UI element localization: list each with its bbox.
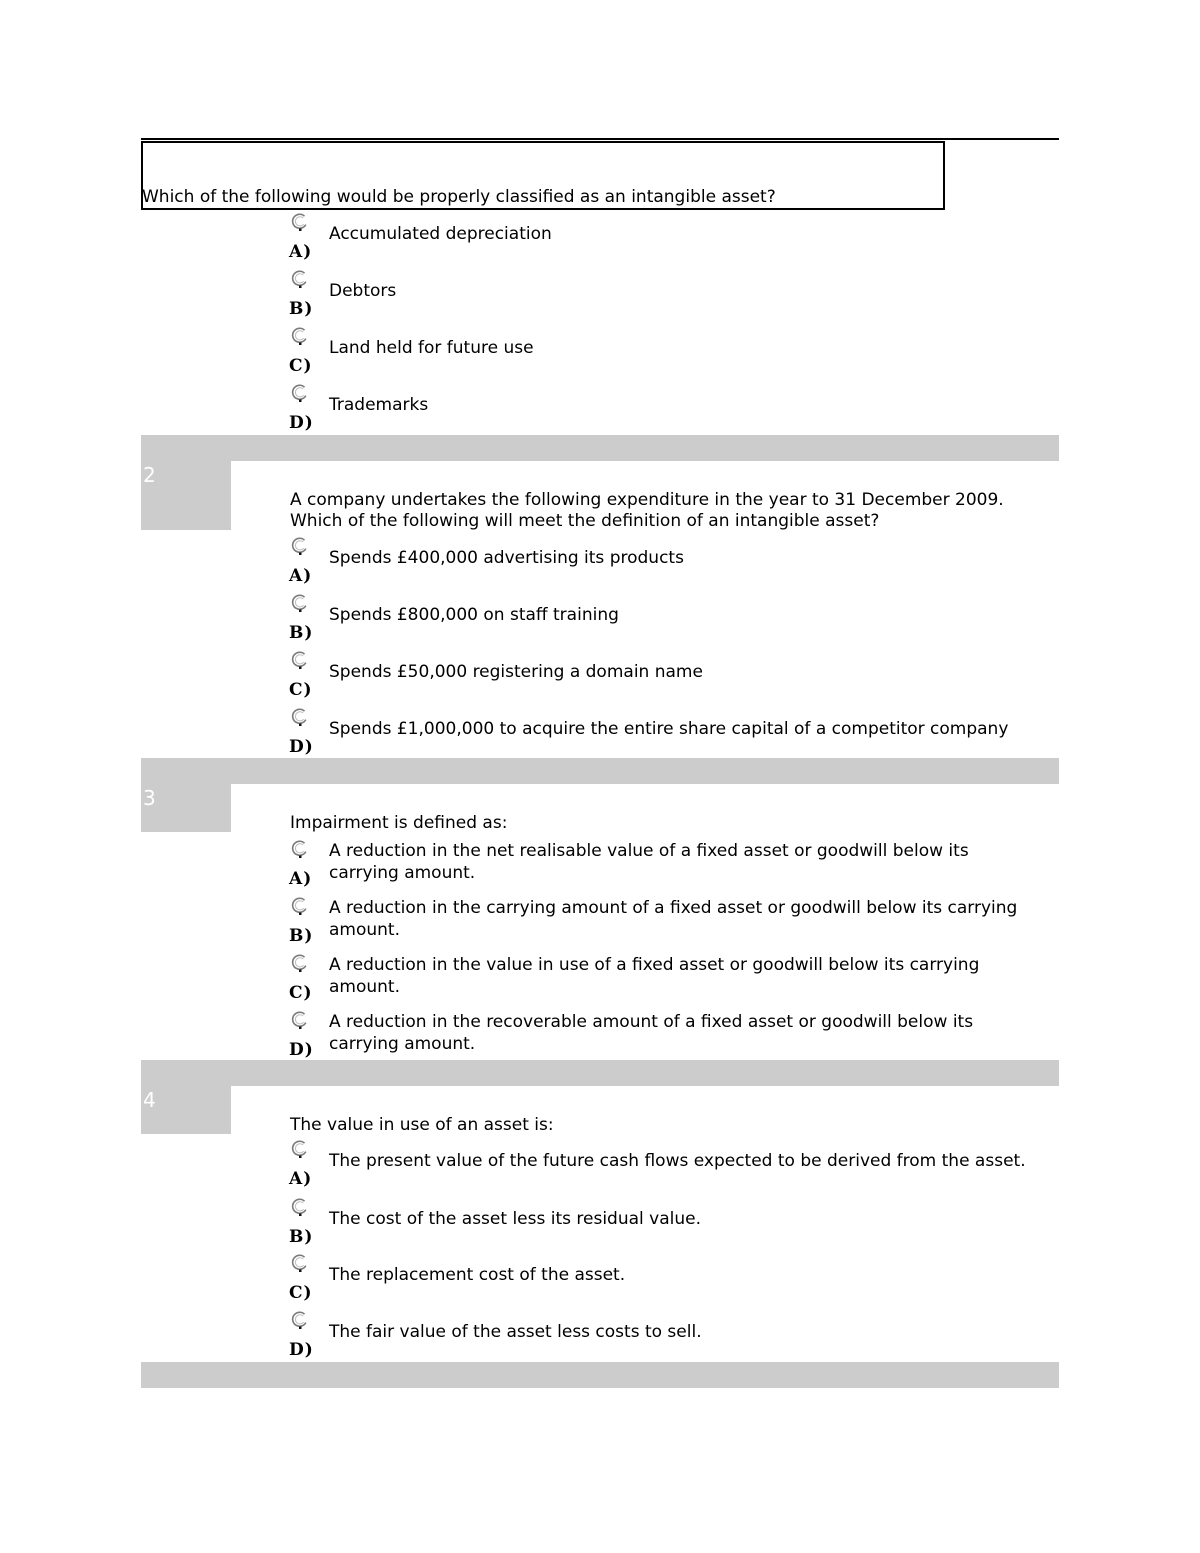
question-divider-band (141, 1362, 1059, 1388)
question-2-stem-line-2: Which of the following will meet the definition of an intangible asset? (290, 511, 880, 531)
option-letter: C) (289, 983, 313, 1003)
question-4-option-d[interactable] (289, 1311, 1059, 1367)
radio-button-icon[interactable] (291, 594, 309, 612)
option-letter: A) (289, 1169, 313, 1189)
question-1-option-c[interactable] (289, 327, 1059, 383)
radio-button-icon[interactable] (291, 537, 309, 555)
option-letter: A) (289, 566, 313, 586)
radio-button-icon[interactable] (291, 954, 309, 972)
option-letter: B) (289, 926, 314, 946)
option-text: Spends £1,000,000 to acquire the entire share capital of a competitor company (329, 719, 1009, 739)
question-4-option-c[interactable] (289, 1254, 1059, 1310)
option-letter: B) (289, 299, 314, 319)
option-text: Debtors (329, 281, 397, 301)
question-number: 4 (143, 1088, 156, 1112)
option-text: A reduction in the recoverable amount of a fixed asset or goodwill below its carrying amount. (329, 1012, 974, 1054)
question-number-block (141, 1086, 231, 1134)
radio-button-icon[interactable] (291, 384, 309, 402)
option-letter: D) (289, 413, 314, 433)
question-3-stem: Impairment is defined as: (290, 813, 508, 833)
question-divider-band (141, 758, 1059, 784)
question-number: 3 (143, 786, 156, 810)
option-text: The cost of the asset less its residual value. (329, 1209, 701, 1229)
option-text: Accumulated depreciation (329, 224, 552, 244)
radio-button-icon[interactable] (291, 270, 309, 288)
option-text: Spends £50,000 registering a domain name (329, 662, 703, 682)
radio-button-icon[interactable] (291, 213, 309, 231)
option-text: Trademarks (329, 395, 429, 415)
question-2-stem-line-1: A company undertakes the following expenditure in the year to 31 December 2009. (290, 490, 1004, 510)
question-4-option-a[interactable] (289, 1140, 1059, 1196)
question-1-option-d[interactable] (289, 384, 1059, 440)
radio-button-icon[interactable] (291, 840, 309, 858)
question-2-option-d[interactable] (289, 708, 1059, 764)
option-letter: C) (289, 356, 313, 376)
option-letter: D) (289, 1340, 314, 1360)
option-letter: D) (289, 1040, 314, 1060)
question-3-option-d[interactable] (289, 1011, 1059, 1067)
option-letter: A) (289, 869, 313, 889)
option-text: Spends £400,000 advertising its products (329, 548, 684, 568)
option-letter: C) (289, 1283, 313, 1303)
question-3-option-b[interactable] (289, 897, 1059, 953)
option-letter: B) (289, 1227, 314, 1247)
radio-button-icon[interactable] (291, 708, 309, 726)
question-1-option-a[interactable] (289, 213, 1059, 269)
top-rule (141, 138, 1059, 140)
question-3-option-c[interactable] (289, 954, 1059, 1010)
option-text: The fair value of the asset less costs to sell. (329, 1322, 702, 1342)
question-2-option-c[interactable] (289, 651, 1059, 707)
option-text: A reduction in the carrying amount of a fixed asset or goodwill below its carrying amount. (329, 898, 1018, 940)
radio-button-icon[interactable] (291, 651, 309, 669)
option-letter: B) (289, 623, 314, 643)
question-number-block (141, 461, 231, 530)
option-text: Spends £800,000 on staff training (329, 605, 619, 625)
radio-button-icon[interactable] (291, 1254, 309, 1272)
question-number-block (141, 784, 231, 832)
question-4-option-b[interactable] (289, 1198, 1059, 1254)
question-divider-band (141, 1060, 1059, 1086)
option-letter: D) (289, 737, 314, 757)
question-number: 2 (143, 463, 156, 487)
option-letter: A) (289, 242, 313, 262)
radio-button-icon[interactable] (291, 1311, 309, 1329)
radio-button-icon[interactable] (291, 1140, 309, 1158)
option-text: A reduction in the value in use of a fixed asset or goodwill below its carrying amount. (329, 955, 980, 997)
option-text: A reduction in the net realisable value of a fixed asset or goodwill below its carrying amount. (329, 841, 969, 883)
question-3-option-a[interactable] (289, 840, 1059, 896)
radio-button-icon[interactable] (291, 327, 309, 345)
option-text: Land held for future use (329, 338, 534, 358)
option-text: The replacement cost of the asset. (329, 1265, 626, 1285)
question-1-stem: Which of the following would be properly classified as an intangible asset? (142, 187, 776, 207)
option-text: The present value of the future cash flows expected to be derived from the asset. (329, 1151, 1026, 1171)
question-4-stem: The value in use of an asset is: (290, 1115, 554, 1135)
radio-button-icon[interactable] (291, 1198, 309, 1216)
question-2-option-b[interactable] (289, 594, 1059, 650)
radio-button-icon[interactable] (291, 1011, 309, 1029)
question-1-option-b[interactable] (289, 270, 1059, 326)
radio-button-icon[interactable] (291, 897, 309, 915)
question-2-option-a[interactable] (289, 537, 1059, 593)
option-letter: C) (289, 680, 313, 700)
question-divider-band (141, 435, 1059, 461)
